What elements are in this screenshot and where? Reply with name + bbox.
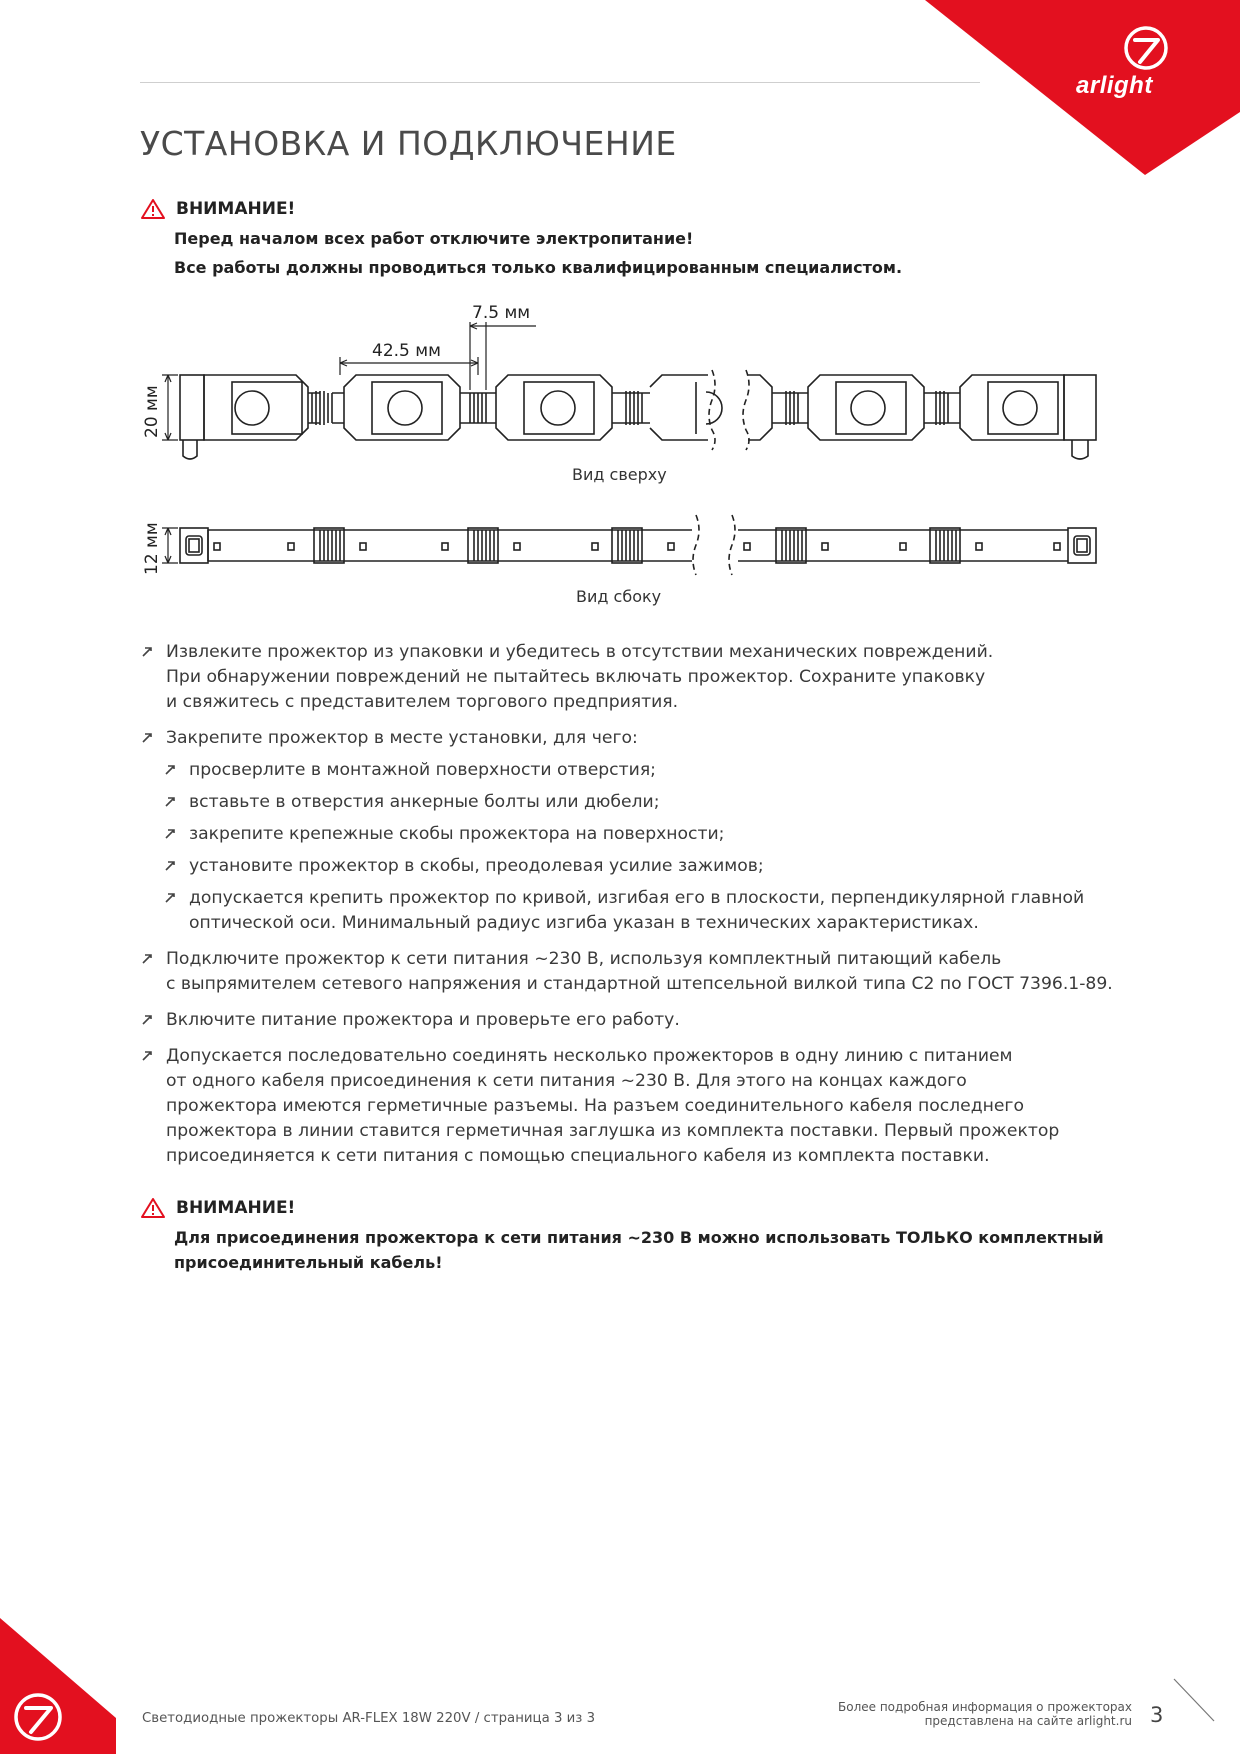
dim-height-side bbox=[162, 528, 178, 563]
step-line: закрепите крепежные скобы прожектора на поверхности; bbox=[189, 824, 725, 844]
warning-line: присоединительный кабель! bbox=[174, 1253, 443, 1272]
step-line: прожектора в линии ставится герметичная заглушка из комплекта поставки. Первый прожектор bbox=[166, 1121, 1060, 1141]
warning-line: Перед началом всех работ отключите электропитание! bbox=[174, 229, 694, 248]
dim-gap-label: 7.5 мм bbox=[472, 303, 531, 323]
step-line: Подключите прожектор к сети питания ~230 В, используя комплектный питающий кабель bbox=[166, 949, 1002, 969]
step-line: Закрепите прожектор в месте установки, для чего: bbox=[166, 728, 638, 748]
warning-triangle-icon bbox=[140, 1197, 166, 1219]
step-line: допускается крепить прожектор по кривой, изгибая его в плоскости, перпендикулярной главной bbox=[189, 888, 1085, 908]
step-line: прожектора имеются герметичные разъемы. На разъем соединительного кабеля последнего bbox=[166, 1096, 1024, 1116]
arrow-bullet-icon bbox=[163, 795, 177, 809]
step-line: присоединяется к сети питания с помощью специального кабеля из комплекта поставки. bbox=[166, 1146, 990, 1166]
step-line: вставьте в отверстия анкерные болты или дюбели; bbox=[189, 792, 660, 812]
caption-side-view: Вид сбоку bbox=[576, 587, 662, 606]
substep-item bbox=[140, 854, 1120, 879]
substep-item bbox=[140, 822, 1120, 847]
arrow-bullet-icon bbox=[140, 1049, 154, 1063]
step-line: Допускается последовательно соединять несколько прожекторов в одну линию с питанием bbox=[166, 1046, 1013, 1066]
step-line: Включите питание прожектора и проверьте его работу. bbox=[166, 1010, 680, 1030]
step-item bbox=[140, 1044, 1120, 1169]
brand-logo-text: arlight bbox=[1076, 72, 1153, 99]
dimension-diagram bbox=[0, 0, 1240, 600]
step-line: установите прожектор в скобы, преодолевая усилие зажимов; bbox=[189, 856, 764, 876]
arrow-bullet-icon bbox=[163, 891, 177, 905]
side-view-drawing bbox=[180, 515, 1096, 575]
page-title: УСТАНОВКА И ПОДКЛЮЧЕНИЕ bbox=[140, 124, 677, 163]
step-item bbox=[140, 947, 1120, 997]
caption-top-view: Вид сверху bbox=[572, 465, 667, 484]
footer-info-line: Более подробная информация о прожекторах bbox=[838, 1700, 1132, 1714]
arrow-bullet-icon bbox=[163, 763, 177, 777]
page-divider-line bbox=[1172, 1677, 1216, 1723]
page-number: 3 bbox=[1150, 1703, 1164, 1727]
substep-item bbox=[140, 758, 1120, 783]
arrow-bullet-icon bbox=[163, 827, 177, 841]
warning-line: Все работы должны проводиться только квалифицированным специалистом. bbox=[174, 258, 903, 277]
step-line: от одного кабеля присоединения к сети питания ~230 В. Для этого на концах каждого bbox=[166, 1071, 967, 1091]
substep-item bbox=[140, 886, 1120, 936]
arrow-bullet-icon bbox=[140, 731, 154, 745]
step-line: оптической оси. Минимальный радиус изгиба указан в технических характеристиках. bbox=[189, 913, 979, 933]
footer-document-title: Светодиодные прожекторы AR-FLEX 18W 220V / страница 3 из 3 bbox=[142, 1711, 596, 1726]
substep-item bbox=[140, 790, 1120, 815]
dim-height-side-label: 12 мм bbox=[142, 522, 162, 575]
top-view-drawing bbox=[180, 370, 1096, 459]
step-line: Извлеките прожектор из упаковки и убедитесь в отсутствии механических повреждений. bbox=[166, 642, 994, 662]
arrow-bullet-icon bbox=[140, 952, 154, 966]
instruction-list bbox=[140, 640, 1120, 1180]
step-item bbox=[140, 640, 1120, 715]
arrow-bullet-icon bbox=[163, 859, 177, 873]
step-line: и свяжитесь с представителем торгового предприятия. bbox=[166, 692, 679, 712]
arrow-bullet-icon bbox=[140, 645, 154, 659]
dim-pitch-label: 42.5 мм bbox=[372, 341, 441, 361]
dim-height-top-label: 20 мм bbox=[142, 385, 162, 438]
step-line: При обнаружении повреждений не пытайтесь включать прожектор. Сохраните упаковку bbox=[166, 667, 986, 687]
dim-height-top bbox=[162, 375, 178, 440]
arrow-bullet-icon bbox=[140, 1013, 154, 1027]
warning-title: ВНИМАНИЕ! bbox=[176, 1198, 296, 1218]
step-item bbox=[140, 726, 1120, 751]
footer-info-line: представлена на сайте arlight.ru bbox=[924, 1714, 1132, 1728]
warning-title: ВНИМАНИЕ! bbox=[176, 199, 296, 219]
step-line: с выпрямителем сетевого напряжения и стандартной штепсельной вилкой типа C2 по ГОСТ 7396.1-89. bbox=[166, 974, 1113, 994]
footer-info bbox=[838, 1700, 1132, 1728]
footer-brand-corner bbox=[0, 1610, 120, 1754]
step-line: просверлите в монтажной поверхности отверстия; bbox=[189, 760, 656, 780]
warning-line: Для присоединения прожектора к сети питания ~230 В можно использовать ТОЛЬКО комплектный bbox=[174, 1228, 1104, 1247]
warning-block-bottom bbox=[140, 1197, 1120, 1274]
step-item bbox=[140, 1008, 1120, 1033]
